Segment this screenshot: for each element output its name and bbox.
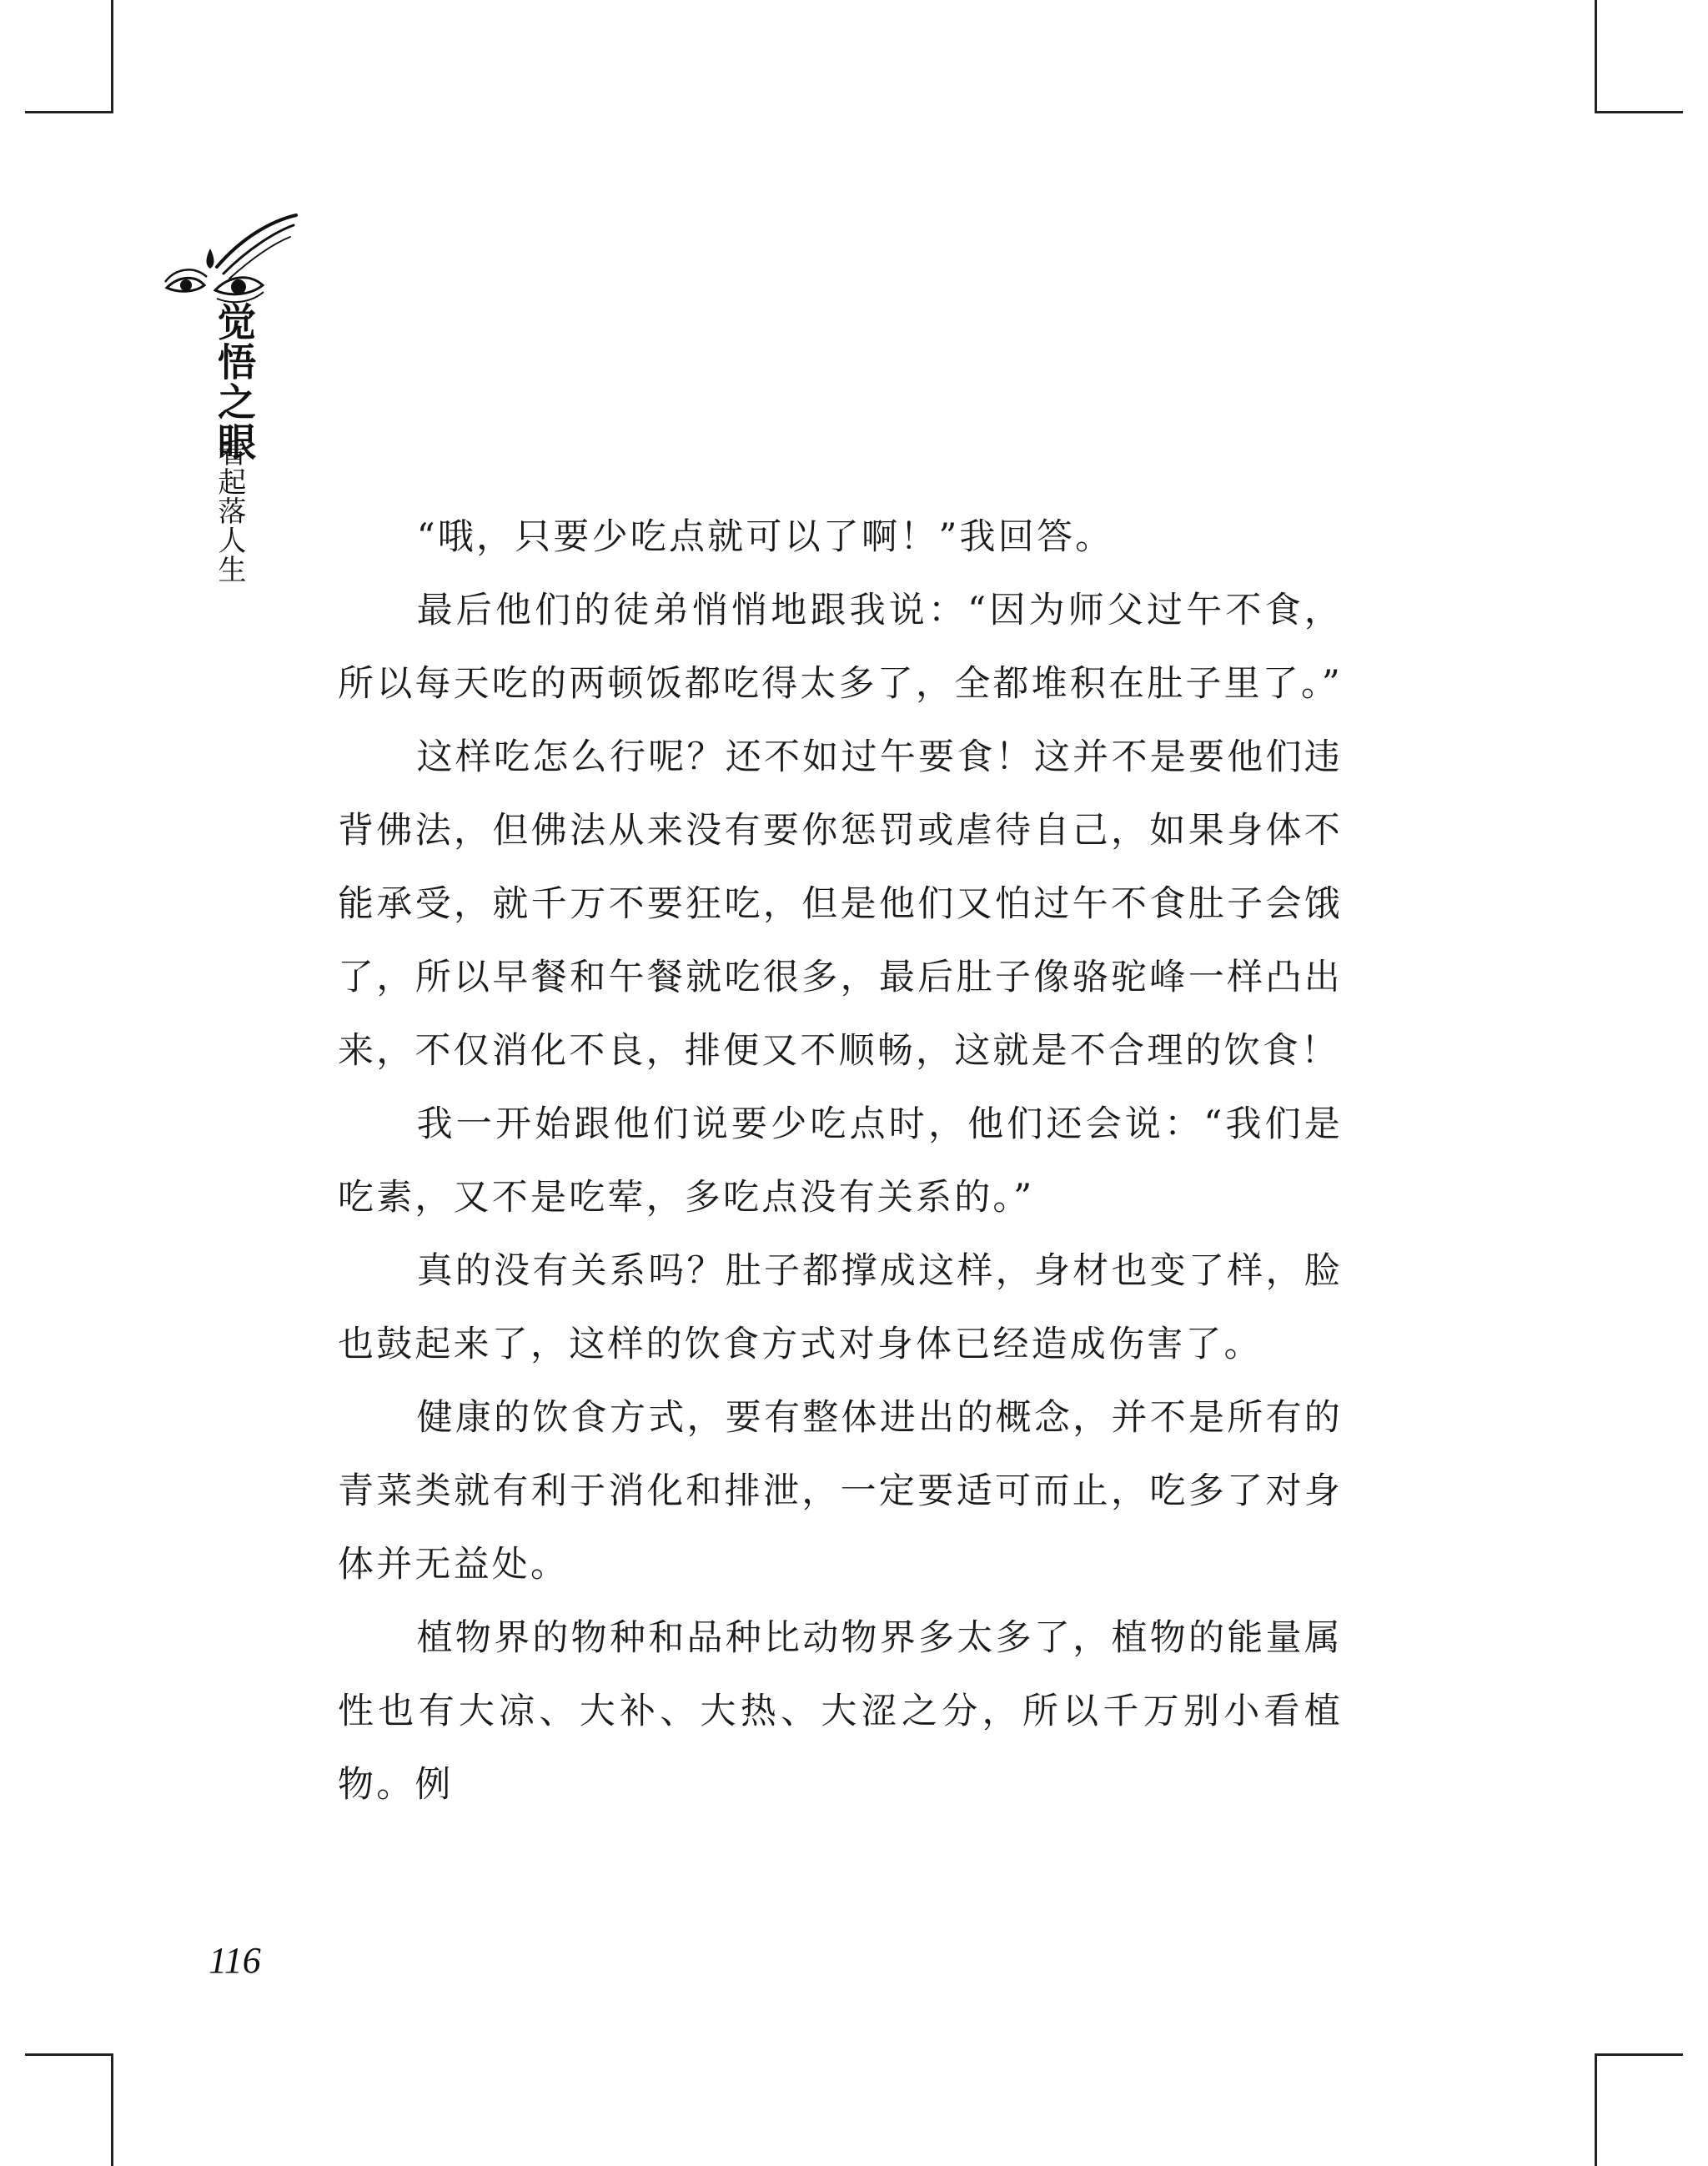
book-subtitle: 看起落人生 <box>213 438 246 584</box>
page-number: 116 <box>208 1940 261 1981</box>
crop-mark-bottom-right-vertical <box>1595 2053 1597 2166</box>
paragraph: “哦，只要少吃点就可以了啊！”我回答。 <box>416 516 1114 558</box>
paragraph: 这样吃怎么行呢？还不如过午要食！这并不是要他们违背佛法，但佛法从来没有要你惩罚或虐待自己，如果身体不能承受，就千万不要狂吃，但是他们又怕过午不食肚子会饿了，所以早餐和午餐就吃很多，最后肚子像骆驼峰一样凸出来，不仅消化不良，排便又不顺畅，这就是不合理的饮食！ <box>338 736 1343 1072</box>
body-text <box>338 500 1343 1822</box>
paragraph: 我一开始跟他们说要少吃点时，他们还会说：“我们是吃素，又不是吃荤，多吃点没有关系的。” <box>338 1103 1343 1219</box>
book-title: 觉悟之眼 <box>212 302 257 462</box>
crop-mark-top-left-horizontal <box>25 111 113 113</box>
paragraph: 健康的饮食方式，要有整体进出的概念，并不是所有的青菜类就有利于消化和排泄，一定要适可而止，吃多了对身体并无益处。 <box>338 1397 1343 1586</box>
crop-mark-top-left-vertical <box>111 0 113 113</box>
paragraph: 植物界的物种和品种比动物界多太多了，植物的能量属性也有大凉、大补、大热、大涩之分，所以千万别小看植物。例 <box>338 1617 1343 1806</box>
paragraph: 真的没有关系吗？肚子都撑成这样，身材也变了样，脸也鼓起来了，这样的饮食方式对身体已经造成伤害了。 <box>338 1250 1343 1365</box>
paragraph: 最后他们的徒弟悄悄地跟我说：“因为师父过午不食，所以每天吃的两顿饭都吃得太多了，全都堆积在肚子里了。” <box>338 590 1343 705</box>
crop-mark-bottom-right-horizontal <box>1595 2053 1683 2056</box>
crop-mark-top-right-horizontal <box>1595 111 1683 113</box>
crop-mark-bottom-left-vertical <box>111 2053 113 2166</box>
crop-mark-top-right-vertical <box>1595 0 1597 113</box>
crop-mark-bottom-left-horizontal <box>25 2053 113 2056</box>
eyes-logo-icon <box>158 209 300 309</box>
